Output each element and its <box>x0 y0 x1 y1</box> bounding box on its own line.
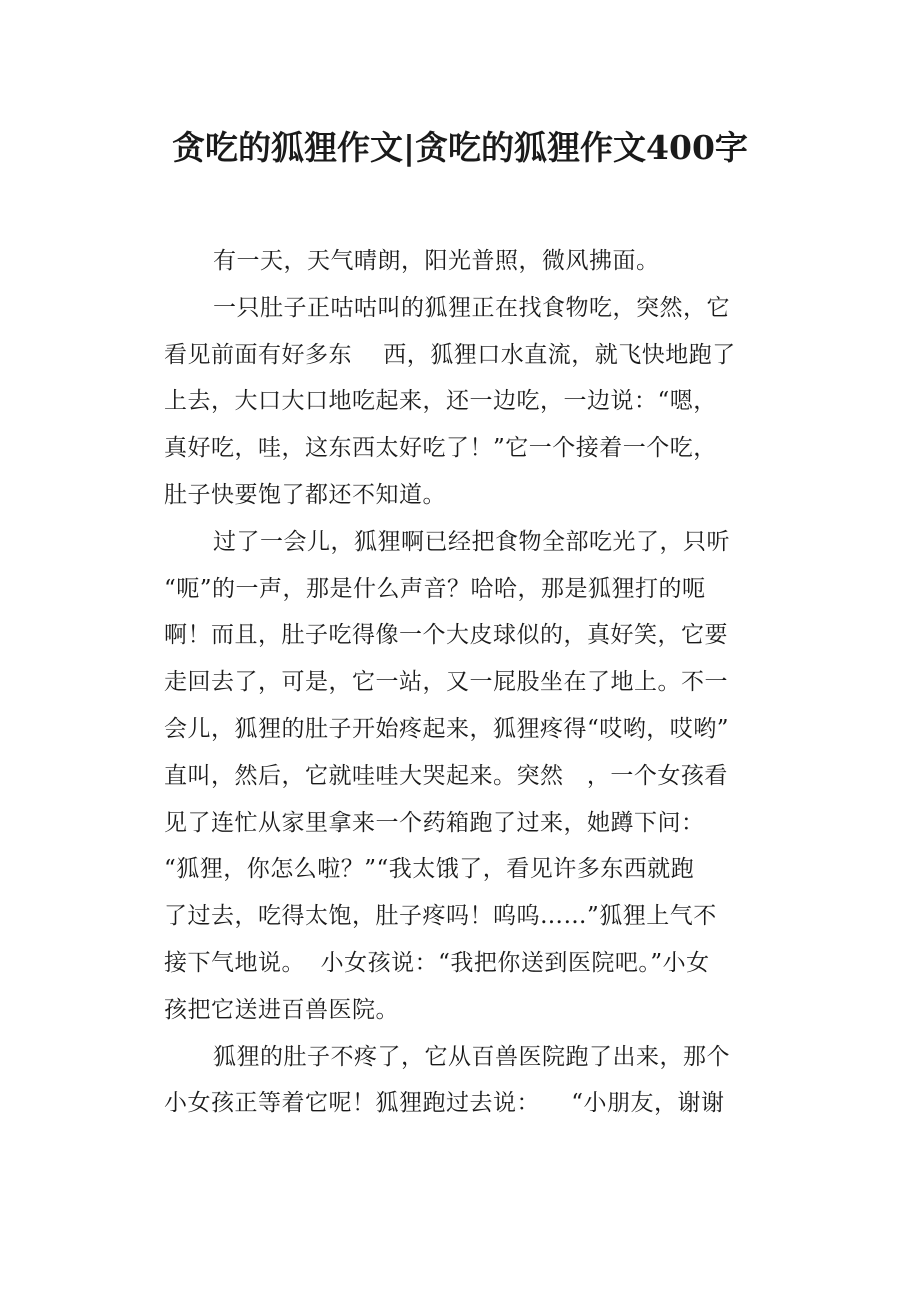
paragraph-line: 肚子快要饱了都还不知道。 <box>164 481 446 508</box>
paragraph-line: “狐狸，你怎么啦？”“我太饿了，看见许多东西就跑 <box>164 856 695 883</box>
document-title: 贪吃的狐狸作文|贪吃的狐狸作文400字 <box>172 128 748 167</box>
paragraph-line: 真好吃，哇，这东西太好吃了！”它一个接着一个吃， <box>164 435 717 462</box>
document-body <box>164 238 784 1127</box>
paragraph-line: 见了连忙从家里拿来一个药箱跑了过来，她蹲下问： <box>164 809 705 836</box>
paragraph-line: 有一天，天气晴朗，阳光普照，微风拂面。 <box>213 248 660 274</box>
paragraph-line: 看见前面有好多东 西，狐狸口水直流，就飞快地跑了 <box>164 341 736 368</box>
paragraph-line: 走回去了，可是，它一站，又一屁股坐在了地上。不一 <box>164 669 728 696</box>
paragraph-line: 了过去，吃得太饱，肚子疼吗！呜呜……”狐狸上气不 <box>164 903 717 930</box>
paragraph-line: 狐狸的肚子不疼了，它从百兽医院跑了出来，那个 <box>213 1043 730 1070</box>
paragraph-line: 孩把它送进百兽医院。 <box>164 996 399 1023</box>
paragraph-line: 小女孩正等着它呢！狐狸跑过去说： “小朋友，谢谢 <box>164 1090 725 1117</box>
paragraph-line: 接下气地说。 小女孩说：“我把你送到医院吧。”小女 <box>164 949 710 976</box>
paragraph-line: 上去，大口大口地吃起来，还一边吃，一边说：“嗯， <box>164 388 717 415</box>
paragraph-line: 直叫，然后，它就哇哇大哭起来。突然 ，一个女孩看 <box>164 762 728 789</box>
paragraph-line: “呃”的一声，那是什么声音？哈哈，那是狐狸打的呃 <box>164 575 706 602</box>
paragraph-line: 会儿，狐狸的肚子开始疼起来，狐狸疼得“哎哟，哎哟” <box>164 715 730 742</box>
paragraph-line: 过了一会儿，狐狸啊已经把食物全部吃光了，只听 <box>213 528 730 555</box>
paragraph-line: 啊！而且，肚子吃得像一个大皮球似的，真好笑，它要 <box>164 622 728 649</box>
paragraph-line: 一只肚子正咕咕叫的狐狸正在找食物吃，突然，它 <box>213 294 730 321</box>
